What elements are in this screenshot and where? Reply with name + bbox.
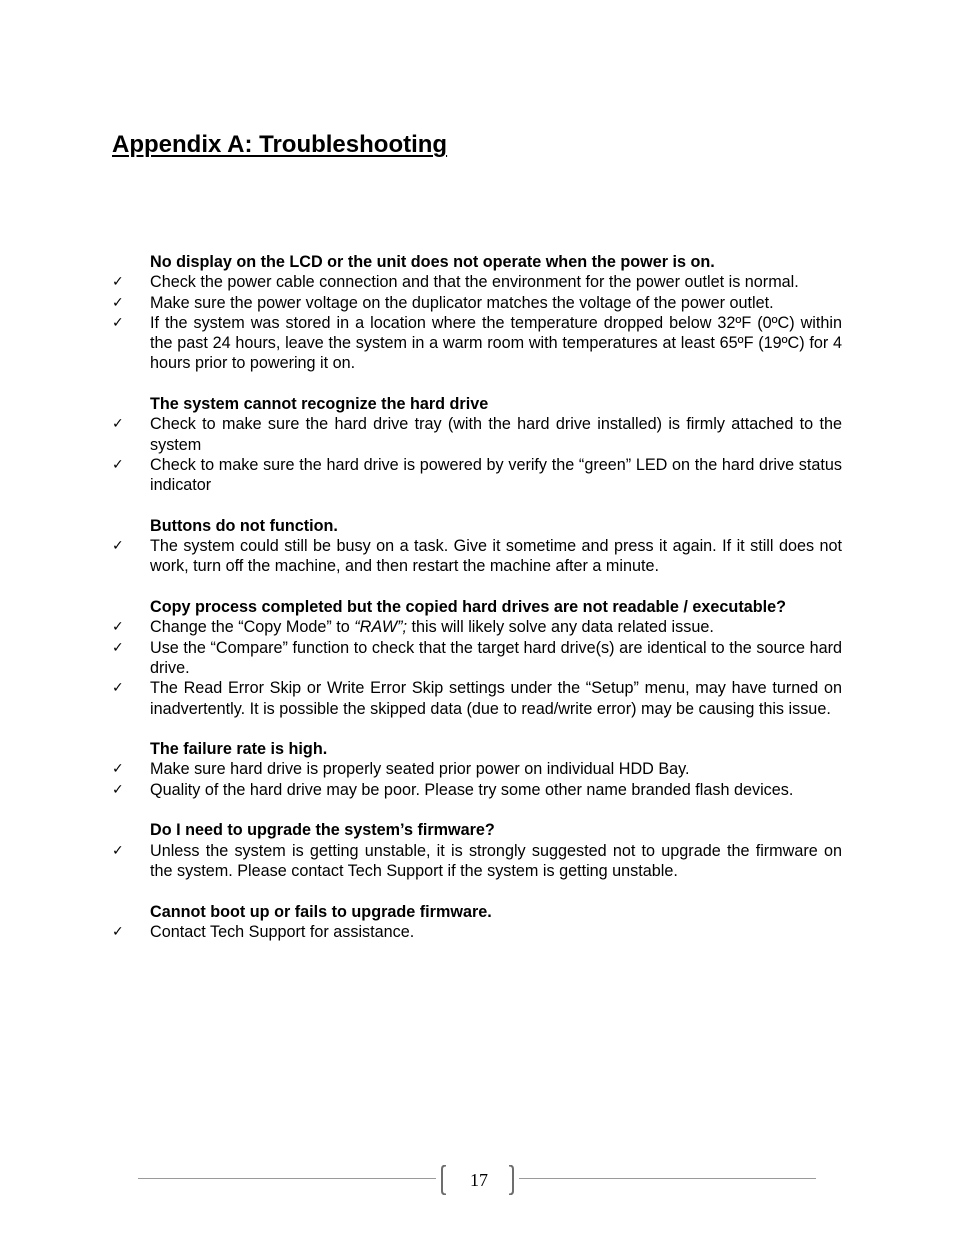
- list-item: [112, 617, 842, 637]
- section-heading: No display on the LCD or the unit does not operate when the power is on.: [150, 253, 715, 271]
- list-item: [112, 313, 842, 374]
- section-heading: Buttons do not function.: [150, 516, 338, 535]
- section-heading: Copy process completed but the copied hard drives are not readable / executable?: [150, 598, 786, 617]
- list-item-text-end: this will likely solve any data related issue.: [407, 618, 714, 637]
- check-mark-icon: ✓: [112, 274, 124, 291]
- list-item: [112, 841, 842, 882]
- section-firmware-upgrade: [112, 820, 842, 881]
- list-item-text: Make sure the power voltage on the duplicator matches the voltage of the power outlet.: [150, 293, 774, 312]
- section-heading: Do I need to upgrade the system’s firmware?: [150, 821, 495, 840]
- check-mark-icon: ✓: [112, 314, 124, 331]
- section-heading: The system cannot recognize the hard drive: [150, 395, 489, 414]
- section-boot-failure: [112, 902, 842, 943]
- check-mark-icon: ✓: [112, 639, 124, 656]
- section-copy-process: [112, 597, 842, 719]
- section-buttons: [112, 516, 842, 577]
- list-item: [112, 272, 842, 292]
- list-item-text: [150, 617, 842, 637]
- page-title: Appendix A: Troubleshooting: [112, 131, 448, 158]
- list-item: [112, 922, 842, 942]
- left-bracket-icon: [441, 1165, 447, 1195]
- list-item-text: Check the power cable connection and that the environment for the power outlet is normal.: [150, 273, 799, 292]
- list-item-text: Quality of the hard drive may be poor. Please try some other name branded flash devices.: [150, 780, 794, 799]
- footer-divider-left: [138, 1178, 436, 1179]
- list-item-text: If the system was stored in a location where the temperature dropped below 32ºF (0ºC) within the past 24 hours, leave the system in a warm room with temperatures at least 65ºF (19ºC) for 4 hours prior to powering it on.: [150, 313, 842, 373]
- right-bracket-icon: [508, 1165, 514, 1195]
- check-mark-icon: ✓: [112, 781, 124, 798]
- section-hard-drive-recognition: [112, 394, 842, 495]
- copy-mode-raw-emphasis: “RAW”;: [354, 618, 408, 637]
- list-item: [112, 455, 842, 496]
- list-item: [112, 638, 842, 679]
- list-item: [112, 678, 842, 719]
- section-heading: The failure rate is high.: [150, 740, 328, 759]
- page-number: 17: [470, 1170, 488, 1190]
- list-item-text: The system could still be busy on a task. Give it sometime and press it again. If it still does not work, turn off the machine, and then restart the machine after a minute.: [150, 537, 842, 576]
- list-item-text-start: Change the “Copy Mode” to: [150, 618, 355, 637]
- list-item-text: Check to make sure the hard drive tray (with the hard drive installed) is firmly attached to the system: [150, 415, 842, 454]
- footer-divider-right: [519, 1178, 816, 1179]
- troubleshooting-content: [112, 252, 842, 962]
- list-item: [112, 293, 842, 313]
- check-mark-icon: ✓: [112, 680, 124, 697]
- section-failure-rate: [112, 739, 842, 800]
- list-item: [112, 536, 842, 577]
- check-mark-icon: ✓: [112, 538, 124, 555]
- section-heading: Cannot boot up or fails to upgrade firmware.: [150, 902, 492, 921]
- list-item-text: Use the “Compare” function to check that the target hard drive(s) are identical to the source hard drive.: [150, 638, 842, 677]
- list-item-text: Unless the system is getting unstable, it is strongly suggested not to upgrade the firmware on the system. Please contact Tech Support if the system is getting unstable.: [150, 841, 842, 880]
- list-item: [112, 414, 842, 455]
- list-item-text: Check to make sure the hard drive is powered by verify the “green” LED on the hard drive status indicator: [150, 455, 842, 495]
- list-item: [112, 759, 842, 779]
- check-mark-icon: ✓: [112, 619, 124, 636]
- check-mark-icon: ✓: [112, 923, 124, 940]
- check-mark-icon: ✓: [112, 456, 124, 473]
- check-mark-icon: ✓: [112, 842, 124, 859]
- section-no-display: [112, 252, 842, 374]
- list-item-text: Contact Tech Support for assistance.: [150, 922, 415, 941]
- list-item: [112, 780, 842, 800]
- check-mark-icon: ✓: [112, 761, 124, 778]
- check-mark-icon: ✓: [112, 294, 124, 311]
- check-mark-icon: ✓: [112, 416, 124, 433]
- list-item-text: The Read Error Skip or Write Error Skip settings under the “Setup” menu, may have turned on inadvertently. It is possible the skipped data (due to read/write error) may be causing this issue.: [150, 679, 842, 718]
- list-item-text: Make sure hard drive is properly seated prior power on individual HDD Bay.: [150, 760, 690, 779]
